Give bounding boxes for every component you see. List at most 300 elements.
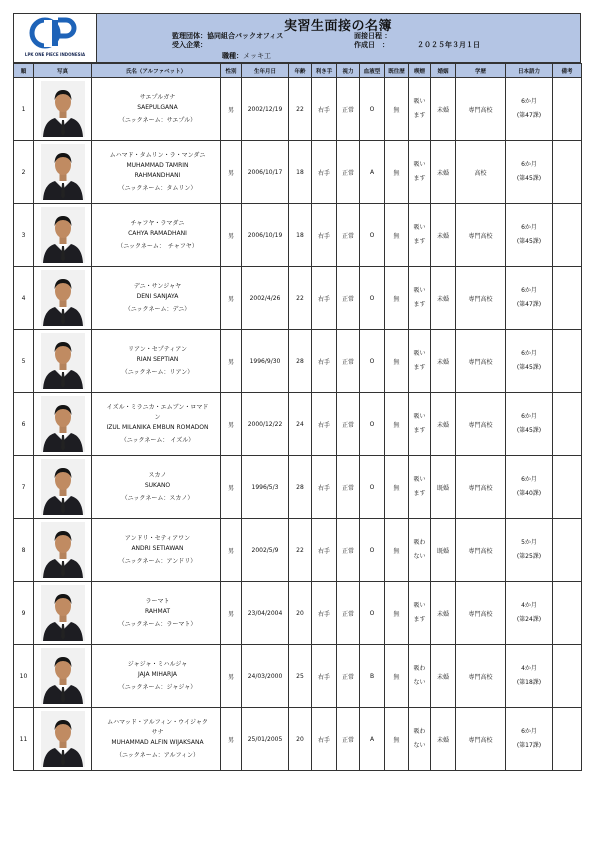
col-header-smoking: 喫煙 (409, 64, 431, 78)
cell-photo (34, 78, 92, 141)
cell-vision: 正常 (337, 519, 360, 582)
cell-marital: 未婚 (431, 330, 456, 393)
cell-name (92, 267, 221, 330)
cell-dob: 25/01/2005 (242, 708, 289, 771)
cell-gender: 男 (221, 78, 242, 141)
cell-history: 無 (385, 141, 409, 204)
cell-no: 2 (14, 141, 34, 204)
cell-japanese (506, 582, 553, 645)
nickname: （ニックネーム： イズル） (120, 436, 195, 444)
name-katakana: アンドリ・セティアワン (124, 534, 191, 542)
cell-blood: B (360, 645, 385, 708)
cell-marital: 既婚 (431, 519, 456, 582)
col-header-vision: 視力 (337, 64, 360, 78)
nickname: （ニックネーム：ジャジャ） (118, 683, 197, 691)
smoking-line-1: 吸い (413, 602, 426, 609)
nickname: （ニックネーム：ラーマト） (118, 620, 197, 628)
japanese-period: 6か月 (521, 224, 537, 231)
cell-name (92, 708, 221, 771)
logo (14, 14, 97, 62)
cell-smoking (409, 645, 431, 708)
smoking-line-1: 吸い (413, 161, 426, 168)
cell-age: 20 (289, 582, 312, 645)
japanese-lesson: (第45課) (516, 175, 542, 182)
portrait-photo-icon (41, 585, 85, 641)
table-row (14, 141, 582, 204)
cell-gender: 男 (221, 204, 242, 267)
cell-photo (34, 582, 92, 645)
japanese-lesson: (第24課) (516, 616, 542, 623)
cell-hand: 右手 (312, 456, 337, 519)
cell-hand: 右手 (312, 645, 337, 708)
nickname: （ニックネーム：スカノ） (121, 494, 194, 502)
nickname: （ニックネーム： チャフヤ） (117, 242, 198, 250)
portrait-photo-icon (41, 144, 85, 200)
cell-blood: O (360, 330, 385, 393)
cell-hand: 右手 (312, 708, 337, 771)
col-header-gender: 性別 (221, 64, 242, 78)
cell-remarks (553, 519, 582, 582)
cell-name (92, 456, 221, 519)
name-latin: RAHMAT (144, 607, 171, 615)
cell-dob: 2002/12/19 (242, 78, 289, 141)
cell-age: 25 (289, 645, 312, 708)
japanese-period: 5か月 (521, 539, 537, 546)
cell-name (92, 519, 221, 582)
name-katakana: イズル・ミラニカ・エムブン・ロマド (106, 403, 209, 411)
cell-dob: 2006/10/17 (242, 141, 289, 204)
cell-name (92, 330, 221, 393)
cell-name (92, 141, 221, 204)
cell-name (92, 204, 221, 267)
cell-japanese (506, 204, 553, 267)
cell-blood: O (360, 582, 385, 645)
smoking-line-1: 吸わ (413, 728, 426, 735)
portrait-photo (41, 333, 85, 389)
cell-no: 10 (14, 645, 34, 708)
cell-vision: 正常 (337, 393, 360, 456)
col-header-remarks: 備考 (553, 64, 582, 78)
portrait-photo (41, 396, 85, 452)
smoking-line-1: 吸わ (413, 539, 426, 546)
cell-history: 無 (385, 204, 409, 267)
smoking-line-1: 吸い (413, 98, 426, 105)
cell-remarks (553, 708, 582, 771)
portrait-photo (41, 270, 85, 326)
cell-history: 無 (385, 519, 409, 582)
cell-japanese (506, 141, 553, 204)
name-latin: RIAN SEPTIAN (136, 355, 179, 363)
cell-education: 専門高校 (456, 645, 506, 708)
cell-dob: 2006/10/19 (242, 204, 289, 267)
cell-education: 専門高校 (456, 456, 506, 519)
portrait-photo-icon (41, 711, 85, 767)
portrait-photo-icon (41, 81, 85, 137)
cell-no: 1 (14, 78, 34, 141)
cell-gender: 男 (221, 267, 242, 330)
japanese-lesson: (第17課) (516, 742, 542, 749)
lpk-logo-icon (28, 16, 82, 50)
portrait-photo-icon (41, 648, 85, 704)
created-date: 作成日 ： ２０２５年３月１日 (354, 41, 480, 49)
cell-vision: 正常 (337, 708, 360, 771)
portrait-photo (41, 648, 85, 704)
cell-gender: 男 (221, 141, 242, 204)
cell-dob: 2002/4/26 (242, 267, 289, 330)
cell-remarks (553, 330, 582, 393)
cell-photo (34, 204, 92, 267)
col-header-name: 氏名（アルファベット） (92, 64, 221, 78)
cell-age: 18 (289, 204, 312, 267)
cell-smoking (409, 267, 431, 330)
cell-history: 無 (385, 393, 409, 456)
portrait-photo (41, 711, 85, 767)
cell-hand: 右手 (312, 78, 337, 141)
smoking-line-2: ます (413, 427, 426, 434)
receiving-company: 受入企業： (172, 41, 207, 49)
name-katakana: ラーマト (145, 597, 170, 605)
col-header-dob: 生年月日 (242, 64, 289, 78)
cell-education: 専門高校 (456, 204, 506, 267)
cell-name (92, 582, 221, 645)
table-header-row (14, 64, 582, 78)
name-katakana: ジャジャ・ミハルジャ (127, 660, 188, 668)
cell-dob: 2002/5/9 (242, 519, 289, 582)
japanese-lesson: (第47課) (516, 301, 542, 308)
smoking-line-1: 吸い (413, 224, 426, 231)
cell-marital: 未婚 (431, 708, 456, 771)
cell-hand: 右手 (312, 582, 337, 645)
cell-vision: 正常 (337, 267, 360, 330)
smoking-line-1: 吸い (413, 350, 426, 357)
cell-remarks (553, 141, 582, 204)
col-header-photo: 写真 (34, 64, 92, 78)
japanese-lesson: (第45課) (516, 238, 542, 245)
name-katakana: デニ・サンジャヤ (133, 282, 182, 290)
smoking-line-2: ます (413, 301, 426, 308)
cell-education: 専門高校 (456, 519, 506, 582)
smoking-line-2: ます (413, 616, 426, 623)
smoking-line-2: ます (413, 112, 426, 119)
cell-history: 無 (385, 582, 409, 645)
nickname: （ニックネーム：デニ） (124, 305, 191, 313)
cell-blood: O (360, 267, 385, 330)
cell-hand: 右手 (312, 267, 337, 330)
cell-marital: 既婚 (431, 456, 456, 519)
cell-photo (34, 141, 92, 204)
cell-no: 7 (14, 456, 34, 519)
cell-name (92, 393, 221, 456)
table-row (14, 393, 582, 456)
japanese-lesson: (第45課) (516, 364, 542, 371)
cell-dob: 1996/5/3 (242, 456, 289, 519)
japanese-period: 6か月 (521, 413, 537, 420)
cell-photo (34, 519, 92, 582)
name-latin: ANDRI SETIAWAN (131, 544, 184, 552)
cell-japanese (506, 393, 553, 456)
portrait-photo (41, 81, 85, 137)
cell-blood: O (360, 393, 385, 456)
table-row (14, 582, 582, 645)
cell-blood: O (360, 204, 385, 267)
cell-gender: 男 (221, 456, 242, 519)
japanese-period: 6か月 (521, 287, 537, 294)
cell-marital: 未婚 (431, 141, 456, 204)
cell-no: 3 (14, 204, 34, 267)
portrait-photo (41, 144, 85, 200)
table-row (14, 204, 582, 267)
cell-japanese (506, 78, 553, 141)
cell-vision: 正常 (337, 645, 360, 708)
portrait-photo-icon (41, 207, 85, 263)
cell-age: 22 (289, 519, 312, 582)
cell-smoking (409, 708, 431, 771)
cell-marital: 未婚 (431, 582, 456, 645)
table-row (14, 519, 582, 582)
smoking-line-2: ない (413, 679, 426, 686)
japanese-lesson: (第47課) (516, 112, 542, 119)
cell-marital: 未婚 (431, 645, 456, 708)
cell-education: 専門高校 (456, 582, 506, 645)
japanese-period: 4か月 (521, 665, 537, 672)
cell-no: 11 (14, 708, 34, 771)
name-latin: MUHAMMAD TAMRIN (126, 161, 189, 169)
portrait-photo-icon (41, 459, 85, 515)
table-row (14, 456, 582, 519)
japanese-period: 6か月 (521, 728, 537, 735)
cell-gender: 男 (221, 330, 242, 393)
cell-history: 無 (385, 456, 409, 519)
col-header-hand: 利き手 (312, 64, 337, 78)
cell-dob: 24/03/2000 (242, 645, 289, 708)
cell-smoking (409, 519, 431, 582)
cell-gender: 男 (221, 393, 242, 456)
table-body (14, 78, 582, 771)
candidate-table (13, 63, 582, 771)
cell-age: 20 (289, 708, 312, 771)
cell-japanese (506, 267, 553, 330)
cell-no: 8 (14, 519, 34, 582)
portrait-photo-icon (41, 333, 85, 389)
cell-vision: 正常 (337, 456, 360, 519)
portrait-photo-icon (41, 522, 85, 578)
smoking-line-2: ます (413, 490, 426, 497)
japanese-lesson: (第18課) (516, 679, 542, 686)
japanese-lesson: (第25課) (516, 553, 542, 560)
cell-history: 無 (385, 267, 409, 330)
name-katakana: リアン・セプティアン (127, 345, 188, 353)
cell-vision: 正常 (337, 582, 360, 645)
cell-age: 28 (289, 456, 312, 519)
cell-vision: 正常 (337, 204, 360, 267)
name-latin-cont: RAHMANDHANI (134, 171, 181, 179)
cell-hand: 右手 (312, 204, 337, 267)
cell-remarks (553, 78, 582, 141)
roster-sheet (13, 13, 581, 771)
cell-dob: 2000/12/22 (242, 393, 289, 456)
col-header-marital: 婚姻 (431, 64, 456, 78)
interview-date: 面接日程 ： (354, 32, 392, 40)
table-row (14, 78, 582, 141)
name-latin: SAEPULGANA (137, 103, 178, 111)
cell-vision: 正常 (337, 141, 360, 204)
cell-age: 22 (289, 267, 312, 330)
cell-age: 22 (289, 78, 312, 141)
cell-education: 専門高校 (456, 393, 506, 456)
cell-smoking (409, 141, 431, 204)
cell-gender: 男 (221, 645, 242, 708)
supervising-org: 監理団体：協同組合バックオフィス (172, 32, 284, 40)
japanese-period: 6か月 (521, 476, 537, 483)
cell-blood: O (360, 519, 385, 582)
col-header-history: 既往歴 (385, 64, 409, 78)
name-katakana: ムハマド・タムリン・ラ・マンダニ (109, 151, 206, 159)
cell-gender: 男 (221, 582, 242, 645)
cell-gender: 男 (221, 708, 242, 771)
cell-marital: 未婚 (431, 393, 456, 456)
smoking-line-1: 吸わ (413, 665, 426, 672)
cell-japanese (506, 519, 553, 582)
cell-japanese (506, 645, 553, 708)
portrait-photo (41, 585, 85, 641)
nickname: （ニックネーム：リアン） (121, 368, 194, 376)
cell-age: 18 (289, 141, 312, 204)
cell-smoking (409, 456, 431, 519)
cell-photo (34, 267, 92, 330)
cell-hand: 右手 (312, 519, 337, 582)
col-header-age: 年齢 (289, 64, 312, 78)
cell-marital: 未婚 (431, 204, 456, 267)
cell-photo (34, 456, 92, 519)
cell-blood: A (360, 141, 385, 204)
smoking-line-1: 吸い (413, 413, 426, 420)
col-header-no: 順 (14, 64, 34, 78)
portrait-photo-icon (41, 396, 85, 452)
name-latin: JAJA MIHARJA (138, 670, 177, 678)
smoking-line-2: ます (413, 364, 426, 371)
cell-photo (34, 708, 92, 771)
japanese-lesson: (第45課) (516, 427, 542, 434)
nickname: （ニックネーム：アルフィン） (116, 751, 199, 759)
name-latin: SUKANO (144, 481, 171, 489)
cell-no: 9 (14, 582, 34, 645)
cell-blood: O (360, 78, 385, 141)
cell-education: 専門高校 (456, 267, 506, 330)
col-header-education: 学歴 (456, 64, 506, 78)
japanese-period: 6か月 (521, 350, 537, 357)
col-header-blood: 血液型 (360, 64, 385, 78)
portrait-photo (41, 207, 85, 263)
cell-blood: A (360, 708, 385, 771)
portrait-photo (41, 522, 85, 578)
smoking-line-1: 吸い (413, 287, 426, 294)
name-latin: IZUL MILANIKA EMBUN ROMADON (106, 423, 209, 431)
name-latin: DENI SANJAYA (136, 292, 179, 300)
cell-dob: 1996/9/30 (242, 330, 289, 393)
cell-japanese (506, 708, 553, 771)
cell-history: 無 (385, 78, 409, 141)
sheet-header (13, 13, 581, 63)
name-latin: MUHAMMAD ALFIN WIJAKSANA (111, 738, 204, 746)
cell-remarks (553, 645, 582, 708)
cell-name (92, 78, 221, 141)
cell-photo (34, 393, 92, 456)
cell-remarks (553, 582, 582, 645)
portrait-photo (41, 459, 85, 515)
cell-vision: 正常 (337, 330, 360, 393)
cell-gender: 男 (221, 519, 242, 582)
cell-no: 6 (14, 393, 34, 456)
table-row (14, 267, 582, 330)
smoking-line-2: ます (413, 238, 426, 245)
nickname: （ニックネーム：サエプル） (118, 116, 197, 124)
name-katakana: サエプルガナ (139, 93, 176, 101)
name-katakana: スカノ (148, 471, 167, 479)
table-row (14, 330, 582, 393)
japanese-period: 4か月 (521, 602, 537, 609)
cell-education: 専門高校 (456, 78, 506, 141)
cell-blood: O (360, 456, 385, 519)
smoking-line-2: ます (413, 175, 426, 182)
japanese-period: 6か月 (521, 98, 537, 105)
job-type: 職種：メッキ工 (222, 52, 271, 60)
name-latin: CAHYA RAMADHANI (128, 229, 187, 237)
nickname: （ニックネーム：タムリン） (118, 184, 197, 192)
cell-remarks (553, 393, 582, 456)
cell-age: 24 (289, 393, 312, 456)
cell-no: 4 (14, 267, 34, 330)
cell-education: 高校 (456, 141, 506, 204)
cell-smoking (409, 204, 431, 267)
logo-text: LPK ONE PIECE INDONESIA (24, 52, 86, 57)
smoking-line-1: 吸い (413, 476, 426, 483)
name-katakana-cont: サナ (151, 728, 164, 736)
cell-age: 28 (289, 330, 312, 393)
cell-name (92, 645, 221, 708)
page-title: 実習生面接の名簿 (283, 19, 392, 34)
cell-smoking (409, 330, 431, 393)
table-row (14, 645, 582, 708)
name-katakana: ムハマッド・アルフィン・ウイジャク (107, 718, 208, 726)
cell-smoking (409, 582, 431, 645)
cell-education: 専門高校 (456, 330, 506, 393)
japanese-lesson: (第40課) (516, 490, 542, 497)
name-katakana: チャフヤ・ラマダニ (130, 219, 185, 227)
table-row (14, 708, 582, 771)
cell-hand: 右手 (312, 393, 337, 456)
cell-vision: 正常 (337, 78, 360, 141)
cell-remarks (553, 204, 582, 267)
japanese-period: 6か月 (521, 161, 537, 168)
cell-no: 5 (14, 330, 34, 393)
col-header-japanese: 日本語力 (506, 64, 553, 78)
cell-photo (34, 645, 92, 708)
name-katakana-cont: ン (154, 413, 161, 421)
cell-japanese (506, 330, 553, 393)
cell-remarks (553, 456, 582, 519)
smoking-line-2: ない (413, 553, 426, 560)
cell-japanese (506, 456, 553, 519)
smoking-line-2: ない (413, 742, 426, 749)
cell-hand: 右手 (312, 330, 337, 393)
cell-history: 無 (385, 708, 409, 771)
cell-marital: 未婚 (431, 267, 456, 330)
cell-history: 無 (385, 645, 409, 708)
cell-remarks (553, 267, 582, 330)
portrait-photo-icon (41, 270, 85, 326)
nickname: （ニックネーム：アンドリ） (118, 557, 197, 565)
cell-hand: 右手 (312, 141, 337, 204)
